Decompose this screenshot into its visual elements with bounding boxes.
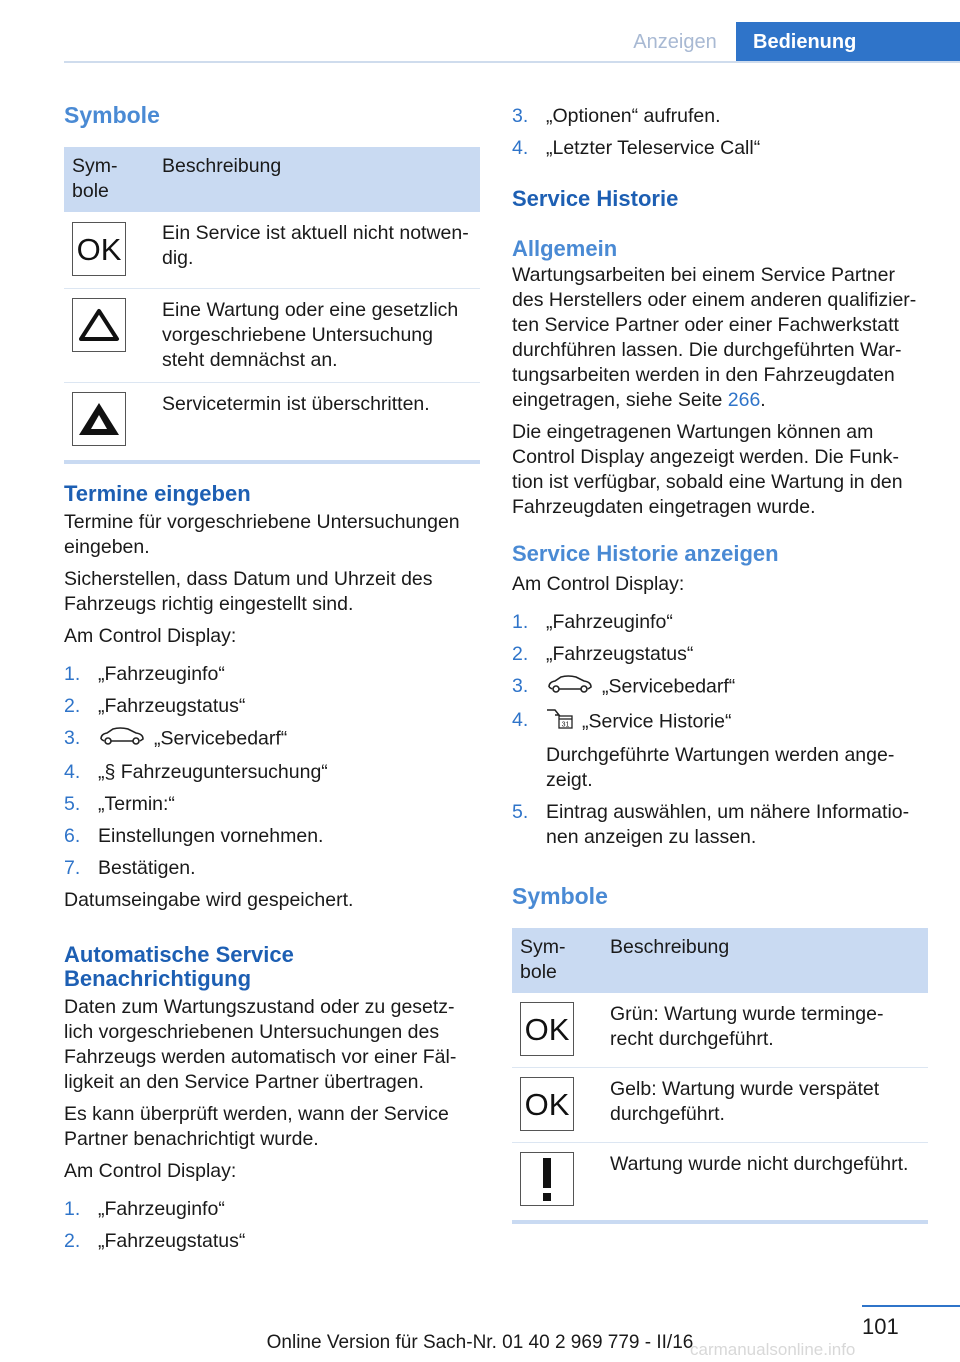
auto-steps: [64, 1197, 480, 1254]
footer-rule: [862, 1305, 960, 1307]
row-desc: Gelb: Wartung wurde verspätet durchgeführt.: [602, 1068, 928, 1143]
col-symbole: Sym- bole: [64, 147, 154, 212]
termine-heading: Termine eingeben: [64, 481, 251, 506]
svg-text:31: 31: [561, 721, 570, 729]
table-row: [512, 993, 928, 1068]
anzeigen-steps: [512, 610, 928, 850]
row-desc: Grün: Wartung wurde terminge-recht durchgeführt.: [602, 993, 928, 1068]
list-item: 3. „Servicebedarf“: [512, 674, 928, 701]
auto-heading: Automatische Service Benachrichtigung: [64, 942, 294, 991]
symbol-table-right: [512, 928, 928, 1224]
allgemein-p1: Wartungsarbeiten bei einem Service Partner des Herstellers oder einem anderen qualifizier-ten Service Partner oder einer Fachwerkstatt durchführen lassen. Die durchgeführten War-tungsarbeiten werden in den Fahrzeugdaten eingetragen, siehe Seite 266.: [512, 264, 917, 411]
allgemein-p2: Die eingetragenen Wartungen können am Control Display angezeigt werden. Die Funk-tion ist verfügbar, sobald eine Wartung in den Fahrzeugdaten eingetragen wurde.: [512, 421, 903, 518]
ok-icon: [72, 222, 126, 276]
ok-icon: [520, 1002, 574, 1056]
page-link-266[interactable]: 266: [727, 389, 761, 411]
table-row: [512, 1068, 928, 1143]
symbole-heading-left: Symbole: [64, 102, 160, 128]
table-row: [64, 289, 480, 383]
termine-after: Datumseingabe wird gespeichert.: [64, 889, 354, 911]
list-item: 1. „Fahrzeuginfo“: [512, 611, 673, 633]
list-item: 2. „Fahrzeugstatus“: [512, 643, 694, 665]
list-item: 1. „Fahrzeuginfo“: [64, 663, 225, 685]
anzeigen-p1: Am Control Display:: [512, 573, 685, 595]
list-item: 1. „Fahrzeuginfo“: [64, 1198, 225, 1220]
col-beschreibung: Beschreibung: [154, 147, 480, 212]
right-top-steps: [512, 104, 928, 168]
allgemein-heading: Allgemein: [512, 236, 618, 261]
warning-triangle-outline-icon: [72, 298, 126, 352]
termine-steps: [64, 662, 480, 881]
termine-section: [64, 482, 480, 913]
auto-p3: Am Control Display:: [64, 1160, 237, 1182]
table-header: [512, 928, 928, 993]
ok-icon: [520, 1077, 574, 1131]
exclamation-icon: [520, 1152, 574, 1206]
col-beschreibung: Beschreibung: [602, 928, 928, 993]
table-header: [64, 147, 480, 212]
anzeigen-heading: Service Historie anzeigen: [512, 541, 779, 566]
row-desc: Eine Wartung oder eine gesetzlich vorgeschriebene Untersuchung steht demnächst an.: [154, 289, 480, 383]
list-item: 4. „Letzter Teleservice Call“: [512, 137, 761, 159]
tab-bedienung[interactable]: Bedienung: [736, 22, 960, 62]
termine-p1: Termine für vorgeschriebene Untersuchungen eingeben.: [64, 511, 460, 558]
page-number: 101: [862, 1314, 899, 1339]
list-item: 4. 31 „Service Historie“ Durchgeführte Wartungen werden ange-zeigt.: [512, 708, 928, 793]
svg-text:OK: OK: [524, 1089, 570, 1119]
termine-p3: Am Control Display:: [64, 625, 237, 647]
row-desc: Ein Service ist aktuell nicht notwen-dig.: [154, 212, 480, 289]
table-row: [64, 383, 480, 463]
header-rule: [64, 61, 960, 63]
list-item: 2. „Fahrzeugstatus“: [64, 1230, 246, 1252]
list-item: 5. Eintrag auswählen, um nähere Informatio-nen anzeigen zu lassen.: [512, 801, 910, 848]
table-row: [512, 1143, 928, 1223]
list-item: 5. „Termin:“: [64, 793, 175, 815]
list-item: 4. „§ Fahrzeuguntersuchung“: [64, 761, 328, 783]
service-historie-section: [512, 185, 928, 850]
symbol-table-left: [64, 147, 480, 464]
service-historie-heading: Service Historie: [512, 186, 679, 211]
left-column: [64, 101, 480, 464]
tab-anzeigen[interactable]: Anzeigen: [633, 31, 717, 53]
service-history-icon: [546, 708, 574, 737]
termine-p2: Sicherstellen, dass Datum und Uhrzeit des Fahrzeugs richtig eingestellt sind.: [64, 568, 433, 615]
list-item: 7. Bestätigen.: [64, 857, 196, 879]
col-symbole: Sym- bole: [512, 928, 602, 993]
list-item: 6. Einstellungen vornehmen.: [64, 825, 324, 847]
auto-section: [64, 943, 480, 1261]
car-icon: [98, 726, 146, 753]
step-sub: Durchgeführte Wartungen werden ange-zeigt.: [546, 744, 895, 791]
symbole-heading-right: Symbole: [512, 883, 608, 909]
car-icon: [546, 674, 594, 701]
row-desc: Servicetermin ist überschritten.: [154, 383, 480, 463]
right-steps-top: [512, 104, 928, 161]
auto-p1: Daten zum Wartungszustand oder zu gesetz-lich vorgeschriebenen Untersuchungen des Fahrzeugs werden automatisch vor einer Fäl-ligkeit an den Service Partner übertragen.: [64, 996, 457, 1093]
warning-triangle-filled-icon: [72, 392, 126, 446]
footer-version: Online Version für Sach-Nr. 01 40 2 969 779 - II/16: [266, 1332, 694, 1353]
svg-text:OK: OK: [524, 1014, 570, 1044]
list-item: 3. „Servicebedarf“: [64, 726, 480, 753]
table-row: [64, 212, 480, 289]
watermark: carmanualsonline.info: [690, 1340, 856, 1359]
list-item: 3. „Optionen“ aufrufen.: [512, 105, 721, 127]
row-desc: Wartung wurde nicht durchgeführt.: [602, 1143, 928, 1223]
auto-p2: Es kann überprüft werden, wann der Service Partner benachrichtigt wurde.: [64, 1103, 449, 1150]
svg-text:OK: OK: [76, 234, 122, 264]
list-item: 2. „Fahrzeugstatus“: [64, 695, 246, 717]
symbole-right-section: [512, 882, 928, 1224]
